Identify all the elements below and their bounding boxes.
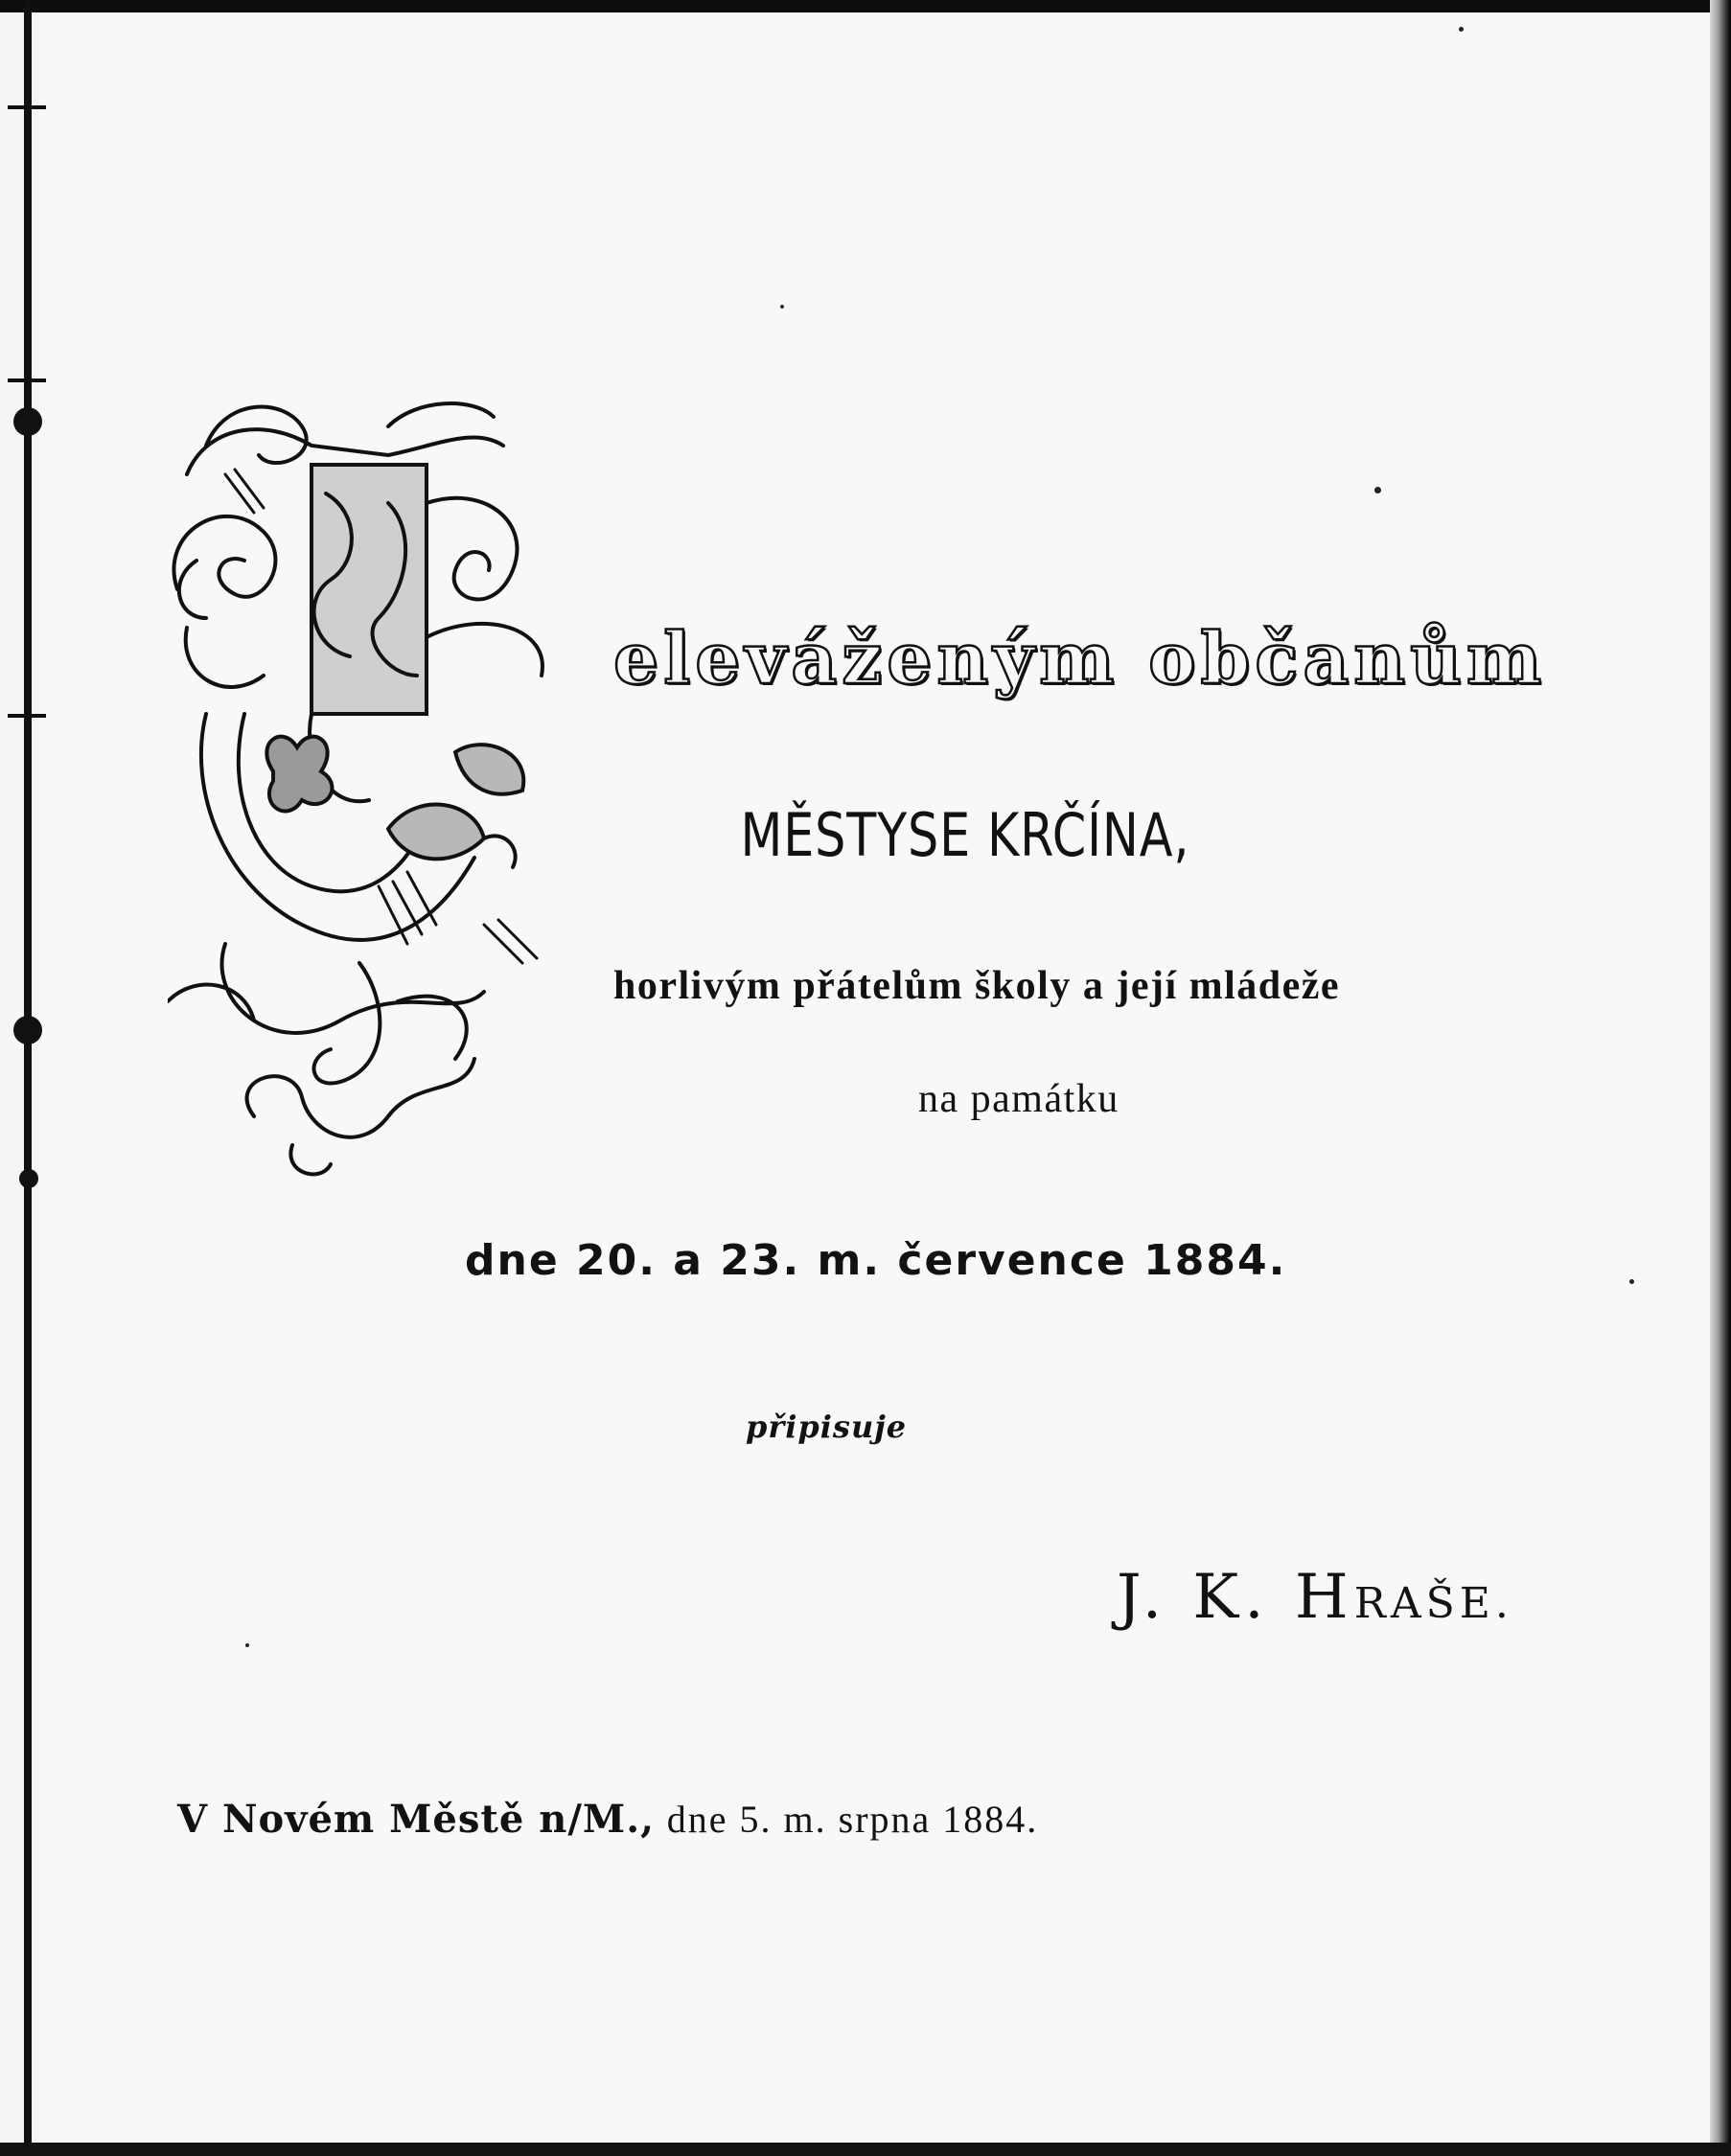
scan-top-border [0, 0, 1731, 12]
author-initials: J. K. H [1117, 1562, 1354, 1633]
event-date: dne 20. a 23. m. července 1884. [465, 1236, 1287, 1285]
ascribed-by-label: připisuje [746, 1409, 908, 1445]
dedication-line-friends: horlivým přátelům školy a její mládeže [613, 964, 1341, 1008]
scan-bottom-border [0, 2143, 1731, 2156]
decorative-initial-ornament [168, 388, 618, 1193]
town-name: MĚSTYSE KRČÍNA, [740, 800, 1190, 870]
author-name [1117, 1562, 1513, 1633]
dedication-title: eleváženým občanům [613, 618, 1547, 700]
place-and-date [177, 1797, 1038, 1842]
dedication-line-memory: na památku [918, 1077, 1119, 1121]
binding-edge [0, 0, 67, 2156]
author-surname-rest: RAŠE. [1353, 1579, 1513, 1628]
place-name: V Novém Městě n/M., [177, 1797, 656, 1842]
scan-right-edge [1710, 0, 1731, 2156]
place-date: dne 5. m. srpna 1884. [666, 1798, 1039, 1841]
